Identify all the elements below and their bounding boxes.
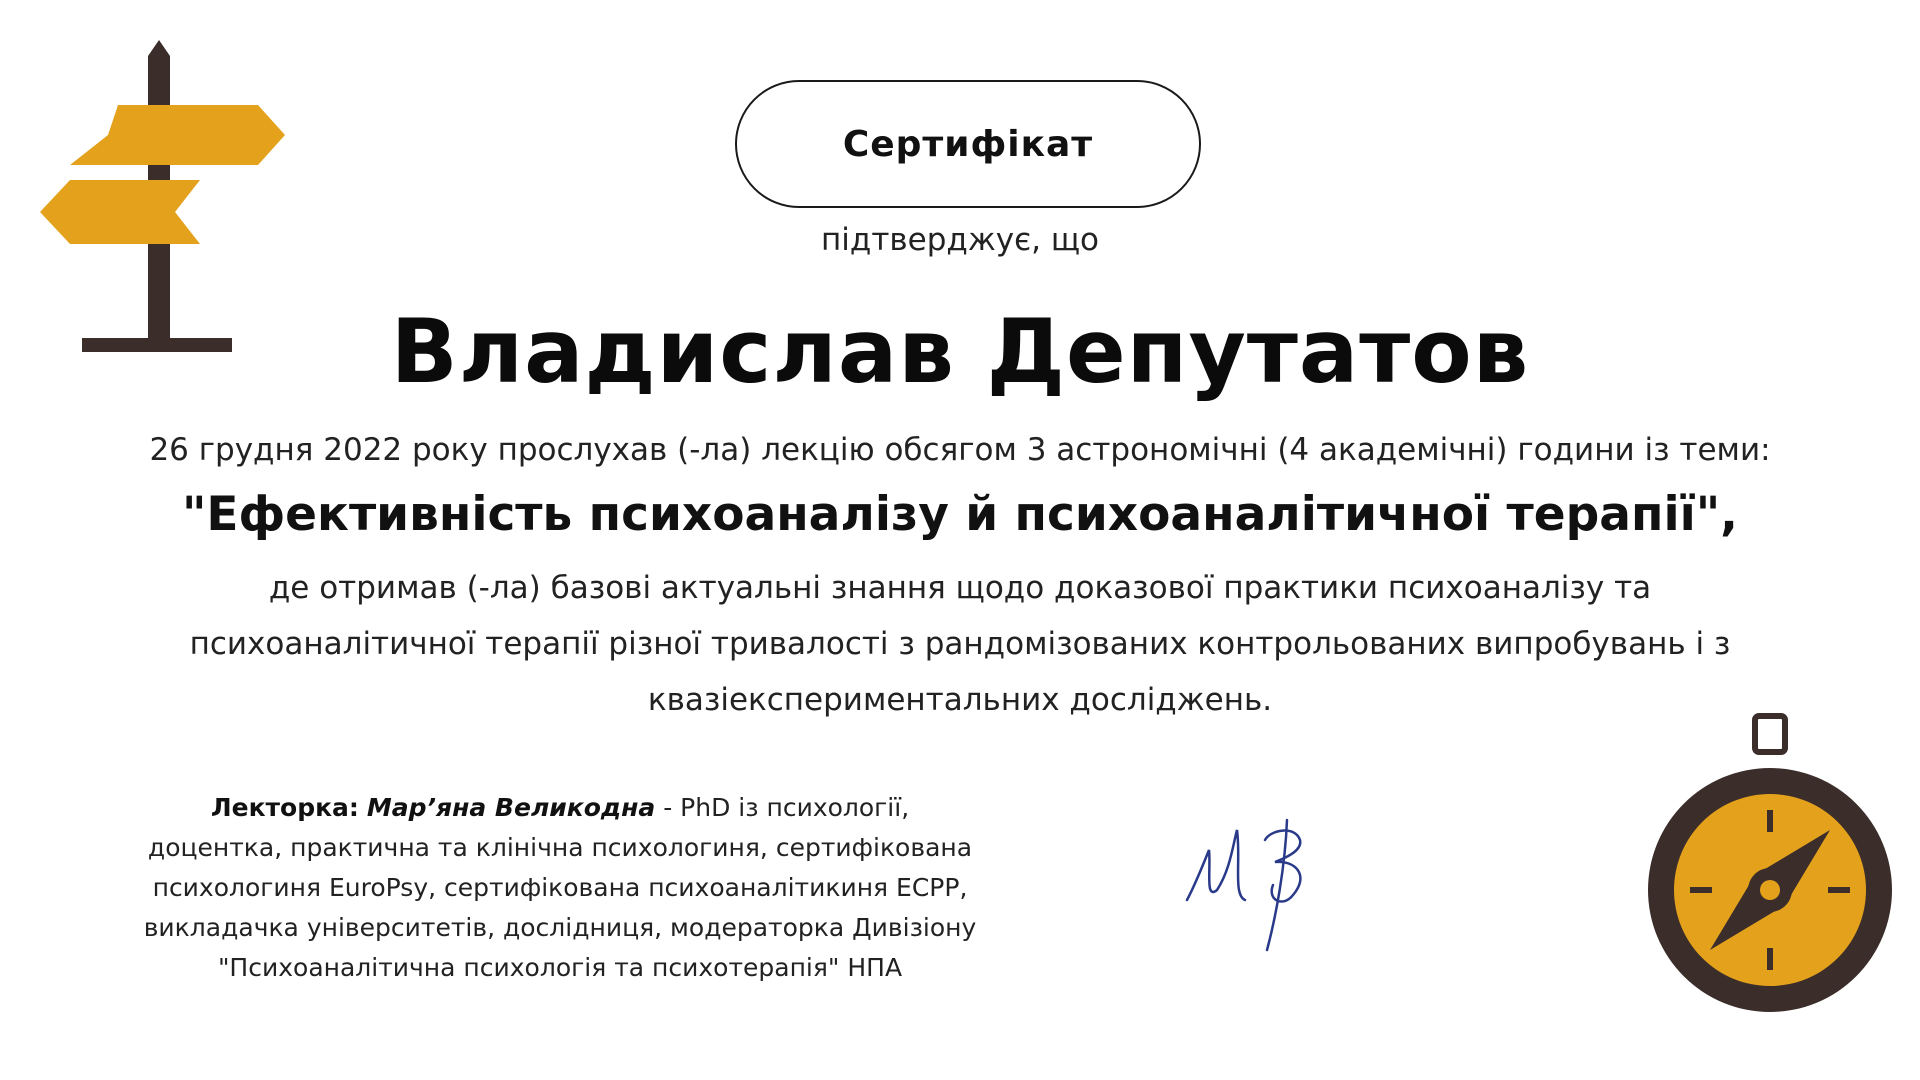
lecturer-block <box>140 788 980 988</box>
lecture-intro: 26 грудня 2022 року прослухав (-ла) лекцію обсягом 3 астрономічні (4 академічні) години із теми: <box>149 432 1771 468</box>
lecturer-label: Лекторка: <box>210 793 359 822</box>
certificate-title: Сертифікат <box>842 123 1094 165</box>
lecture-details: де отримав (-ла) базові актуальні знання щодо доказової практики психоаналізу та психоаналітичної терапії різної тривалості з рандомізованих контрольованих випробувань і з квазіекспериментальних досліджень. <box>189 570 1731 718</box>
certificate-title-badge <box>735 80 1201 208</box>
lecturer-name: Мар’яна Великодна <box>366 793 656 822</box>
lecture-topic: "Ефективність психоаналізу й психоаналітичної терапії", <box>181 487 1739 542</box>
compass-icon <box>1640 710 1900 1030</box>
confirms-text: підтверджує, що <box>821 222 1099 258</box>
lecturer-bio: - PhD із психології, доцентка, практична та клінічна психологиня, сертифікована психологиня EuroPsy, сертифікована психоаналітикиня ЕСРР, викладачка університетів, дослідниця, модераторка Дивізіону "Психоаналітична психологія та психотерапія" НПА <box>143 793 977 982</box>
recipient-name: Владислав Депутатов <box>390 300 1530 403</box>
lecturer-signature <box>1175 790 1355 970</box>
